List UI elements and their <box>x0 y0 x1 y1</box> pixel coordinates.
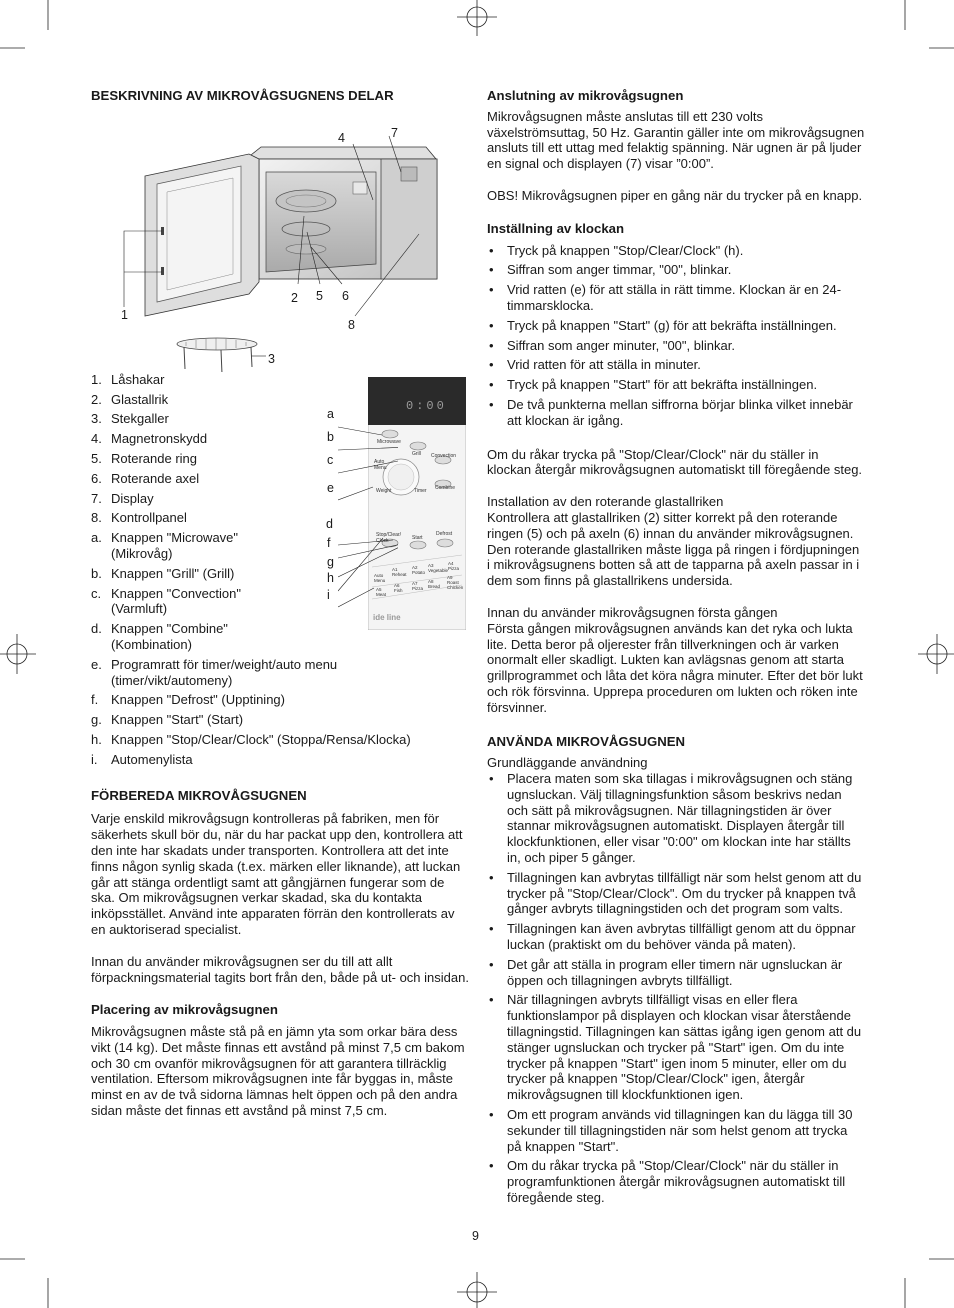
panel-label-d: d <box>326 517 333 531</box>
list-item: 2. Glastallrik <box>91 391 169 407</box>
panel-combine: Combine <box>435 485 456 491</box>
glass-paragraph: Kontrollera att glastallriken (2) sitter korrekt på den roterande ringen (5) och på axeln (6) innan du använder mikrovågsugnen. Den roterande glastallriken måste ligga på ringen i fördjupningen i mikrovågsugnens botten så att de tapparna på axeln passar in i dem som finns på glastallrikens undersida. <box>487 509 860 589</box>
list-item: • Tillagningen kan avbrytas tillfälligt när som helst genom att du trycker på "Stop/Clear/Clock". Om du trycker på knappen två gånger avbryts tillagningstiden och det program som valts. <box>487 870 865 917</box>
clock-paragraph: Om du råkar trycka på "Stop/Clear/Clock" när du ställer in klockan återgår mikrovågsugnen automatiskt till föregående steg. <box>487 446 863 478</box>
prep-heading: FÖRBEREDA MIKROVÅGSUGNEN <box>91 787 307 803</box>
panel-label-i: i <box>327 588 330 602</box>
label-1: 1 <box>121 307 128 322</box>
panel-a6: A6 Fish <box>394 583 403 593</box>
list-item: • Vrid ratten för att ställa in minuter. <box>487 357 865 373</box>
panel-auto-menu-2: Auto Menu <box>374 573 386 583</box>
list-item: 6. Roterande axel <box>91 470 200 486</box>
connect-heading: Anslutning av mikrovågsugnen <box>487 88 684 103</box>
clock-steps <box>487 243 865 429</box>
list-item: 5. Roterande ring <box>91 450 197 466</box>
panel-label-h: h <box>327 571 334 585</box>
label-3: 3 <box>268 351 275 366</box>
panel-label-a: a <box>327 407 334 421</box>
connect-paragraph-1: Mikrovågsugnen måste anslutas till ett 230 volts växelströmsuttag, 50 Hz. Garantin gäller inte om mikrovågsugnen ansluts till ett uttag med felaktig spänning. När ugnen är på ljuder en signal och displayen (7) visar ”0:00”. <box>487 108 865 172</box>
clock-heading: Inställning av klockan <box>487 220 625 236</box>
panel-a1: A1 Reheat <box>392 567 407 577</box>
brand-logo: ide line <box>373 613 401 622</box>
label-7: 7 <box>391 125 398 140</box>
panel-a9: A9 Roast Chicken <box>447 575 464 590</box>
list-item: h. Knappen "Stop/Clear/Clock" (Stoppa/Rensa/Klocka) <box>91 731 411 747</box>
list-item: g. Knappen "Start" (Start) <box>91 712 244 728</box>
glass-title: Installation av den roterande glastallriken <box>487 494 724 510</box>
label-4: 4 <box>338 130 345 145</box>
panel-timer: Timer <box>414 488 427 494</box>
list-item: • Tryck på knappen "Stop/Clear/Clock" (h). <box>487 243 865 259</box>
list-item: • Placera maten som ska tillagas i mikrovågsugnen och stäng ugnsluckan. Välj tillagningsfunktion såsom beskrivs nedan och sätt på mikrovågsugnen. När tillagningstiden är över stannar mikrovågsugnen automatiskt. Displayen återgår till klockfunktionen, eller visar "0:00" om klockan inte har ställts in, och piper 5 gånger. <box>487 771 865 866</box>
panel-a2: A2 Potato <box>412 565 426 575</box>
first-use-title: Innan du använder mikrovågsugnen första gången <box>487 604 778 620</box>
panel-grill: Grill <box>412 451 421 457</box>
parts-heading: BESKRIVNING AV MIKROVÅGSUGNENS DELAR <box>91 88 394 103</box>
panel-a4: A4 Pizza <box>448 561 460 571</box>
panel-a8: A8 Bread <box>428 579 441 589</box>
list-item: 8. Kontrollpanel <box>91 510 187 526</box>
list-item: • Vrid ratten (e) för att ställa in rätt timme. Klockan är en 24-timmarsklocka. <box>487 282 865 314</box>
panel-label-g: g <box>327 555 334 569</box>
label-5: 5 <box>316 288 323 303</box>
list-item: • Tryck på knappen "Start" för att bekräfta inställningen. <box>487 377 865 393</box>
list-item: 1. Låshakar <box>91 371 165 387</box>
list-item: b. Knappen "Grill" (Grill) <box>91 565 235 581</box>
first-use-paragraph: Första gången mikrovågsugnen används kan det ryka och lukta lite. Detta beror på oljerester från tillverkningen och är varken onormalt eller skadligt. Lukten kan avlägsnas genom att starta grillprogrammet och låta det köra några minuter. Efter det bör lukt och rök försvinna. Upprepa proceduren om lukten och röken inte försvinner. <box>487 620 863 715</box>
list-item: • Det går att ställa in program eller timern när ugnsluckan är öppen och tillagningen avbryts tillfälligt. <box>487 957 865 989</box>
list-item: • Siffran som anger minuter, "00", blinkar. <box>487 338 865 354</box>
list-item: i. Automenylista <box>91 751 193 767</box>
list-item: • Siffran som anger timmar, "00", blinkar. <box>487 262 865 278</box>
panel-stop: Stop/Clear/ Clock <box>376 532 402 544</box>
panel-defrost: Defrost <box>436 531 453 537</box>
list-item: • Om ett program används vid tillagningen kan du lägga till 30 sekunder till tillagningstiden när som helst genom att trycka på knappen "Start". <box>487 1107 865 1154</box>
prep-paragraph-1: Varje enskild mikrovågsugn kontrolleras på fabriken, men för säkerhets skull bör du, när du har packat upp den, kontrollera att den inte har skadats under transporten. Kontrollera att det inte finns någon synlig skada (t.ex. märken eller liknande), att luckan går att stänga ordentligt samt att gångjärnen fungerar som de ska. Om mikrovågsugnen verkar skadad, ska du kontakta inköpsstället. Använd inte apparaten förrän den kontrollerats av en auktoriserad specialist. <box>91 811 463 937</box>
panel-leader-lines <box>338 410 398 640</box>
list-item: d. Knappen "Combine" (Kombination) <box>91 621 228 652</box>
list-item: e. Programratt för timer/weight/auto menu (timer/vikt/automeny) <box>91 656 338 688</box>
list-item: a. Knappen "Microwave" (Mikrovåg) <box>91 530 239 561</box>
panel-microwave: Microwave <box>377 439 401 445</box>
label-6: 6 <box>342 288 349 303</box>
microwave-illustration <box>91 104 469 372</box>
connect-paragraph-2: OBS! Mikrovågsugnen piper en gång när du trycker på en knapp. <box>487 187 863 203</box>
placement-paragraph: Mikrovågsugnen måste stå på en jämn yta som orkar bära dess vikt (14 kg). Det måste finnas ett avstånd på minst 7,5 cm bakom och 30 cm ovanför mikrovågsugnen för att garantera tillräcklig ventilation. Eftersom mikrovågsugnen inte får byggas in, måste minst en av de två sidorna lämnas helt öppen och på den andra sidan måste det finnas ett avstånd på minst 7,5 cm. <box>91 1024 465 1119</box>
panel-weight: Weight <box>376 488 392 494</box>
list-item: f. Knappen "Defrost" (Upptining) <box>91 692 285 708</box>
list-item: • När tillagningen avbryts tillfälligt visas en eller flera funktionslampor på displayen och klockan visar återstående tillagningstid. Tillagningen kan sättas igång igen genom att du stänger ugnsluckan och trycker på "Start" igen. Om du inte trycker på knappen "Start" igen inom 5 minuter, eller om du trycker på knappen "Stop/Clear/Clock" igen, återgår mikrovågsugnen till klockfunktionen igen. <box>487 992 865 1103</box>
svg-text:0:00: 0:00 <box>406 399 447 413</box>
list-item: 7. Display <box>91 490 154 506</box>
list-item: 3. Stekgaller <box>91 411 169 427</box>
placement-heading: Placering av mikrovågsugnen <box>91 1002 278 1018</box>
use-steps <box>487 771 865 1206</box>
label-8: 8 <box>348 317 355 332</box>
right-column <box>487 88 865 1210</box>
panel-a5: A5 Meat <box>376 587 387 597</box>
list-item: • Tryck på knappen "Start" (g) för att bekräfta inställningen. <box>487 318 865 334</box>
list-item: • Tillagningen kan även avbrytas tillfälligt genom att du öppnar luckan (praktiskt om du behöver vända på maten). <box>487 921 865 953</box>
panel-convection: Convection <box>431 453 457 459</box>
panel-label-e: e <box>327 481 334 495</box>
list-item: • De två punkterna mellan siffrorna börjar blinka vilket innebär att klockan är igång. <box>487 397 865 429</box>
parts-diagram <box>91 104 469 372</box>
panel-label-b: b <box>327 430 334 444</box>
label-2: 2 <box>291 290 298 305</box>
panel-label-f: f <box>327 536 331 550</box>
page-number: 9 <box>472 1229 479 1243</box>
prep-paragraph-2: Innan du använder mikrovågsugnen ser du till att allt förpackningsmaterial tagits bort från den, både på ut- och insidan. <box>91 953 469 985</box>
panel-start: Start <box>412 535 423 541</box>
use-subtitle: Grundläggande användning <box>487 755 648 771</box>
list-item: • Om du råkar trycka på "Stop/Clear/Clock" när du ställer in programfunktionen återgår mikrovågsugnen automatiskt till föregående steg. <box>487 1158 865 1205</box>
panel-auto-menu: Auto Menu <box>374 459 387 471</box>
use-heading: ANVÄNDA MIKROVÅGSUGNEN <box>487 733 686 749</box>
list-item: c. Knappen "Convection" (Varmluft) <box>91 585 241 617</box>
list-item: 4. Magnetronskydd <box>91 431 208 447</box>
panel-label-c: c <box>327 453 334 467</box>
panel-a3: A3 Vegetable <box>428 563 449 573</box>
panel-a7: A7 Pizza <box>412 581 424 591</box>
